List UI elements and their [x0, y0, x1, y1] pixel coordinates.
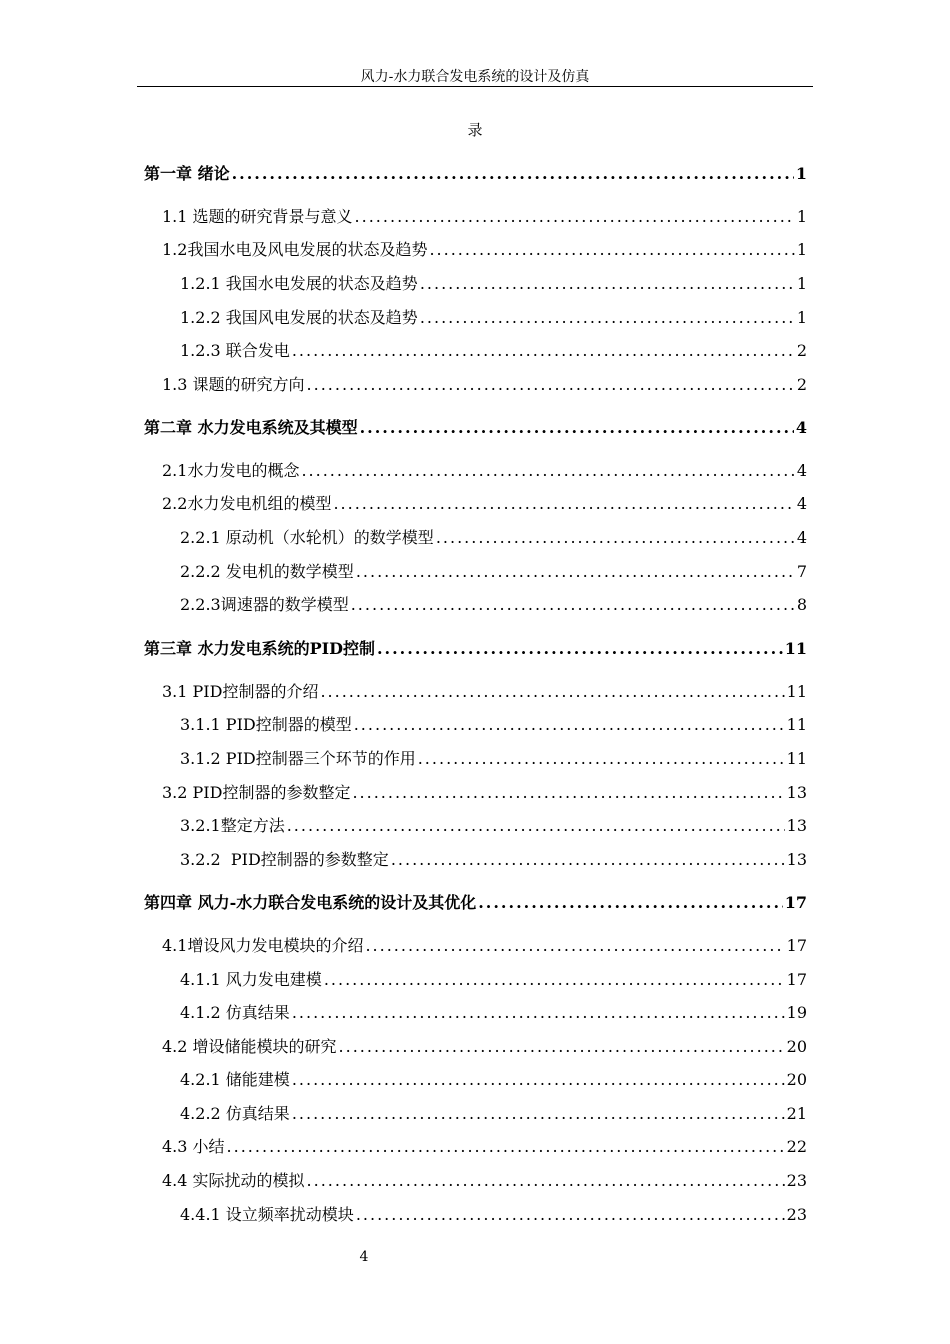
leader-dots: [418, 306, 795, 330]
toc-entry-page: 13: [786, 783, 807, 802]
toc-entry-page: 20: [786, 1070, 807, 1089]
leader-dots: [290, 1001, 785, 1025]
toc-entry[interactable]: [162, 373, 807, 397]
toc-entry-chapter-2[interactable]: [144, 416, 807, 440]
leader-dots: [305, 1169, 785, 1193]
toc-entry[interactable]: [180, 848, 807, 872]
toc-entry-page: 1: [795, 164, 807, 183]
leader-dots: [418, 272, 795, 296]
toc-entry[interactable]: [162, 781, 807, 805]
toc-title: 录: [467, 121, 483, 139]
toc-entry-text: 3.2 PID控制器的参数整定: [162, 783, 351, 802]
toc-entry-page: 4: [796, 461, 807, 480]
toc-entry[interactable]: [162, 205, 807, 229]
toc-entry[interactable]: [162, 1135, 807, 1159]
toc-entry-text: 2.2.1 原动机（水轮机）的数学模型: [180, 528, 434, 547]
toc-entry-text: 3.1.2 PID控制器三个环节的作用: [180, 749, 416, 768]
leader-dots: [290, 1102, 785, 1126]
toc-entry[interactable]: [180, 814, 807, 838]
toc-entry-text: 1.3 课题的研究方向: [162, 375, 305, 394]
toc-entry-text: 4.1.1 风力发电建模: [180, 970, 322, 989]
toc-entry[interactable]: [162, 459, 807, 483]
toc-entry[interactable]: [162, 934, 807, 958]
toc-entry-page: 19: [786, 1003, 807, 1022]
toc-entry-text: 3.2.1整定方法: [180, 816, 285, 835]
toc-entry-text: 4.2.1 储能建模: [180, 1070, 290, 1089]
toc-entry[interactable]: [180, 339, 807, 363]
leader-dots: [290, 1068, 785, 1092]
toc-entry-text: 3.2.2 PID控制器的参数整定: [180, 850, 389, 869]
toc-entry-page: 21: [786, 1104, 807, 1123]
toc-entry-text: 第二章 水力发电系统及其模型: [144, 418, 358, 437]
toc-entry-page: 7: [796, 562, 807, 581]
toc-entry-text: 1.1 选题的研究背景与意义: [162, 207, 353, 226]
toc-entry[interactable]: [180, 526, 807, 550]
toc-entry-text: 1.2.3 联合发电: [180, 341, 290, 360]
leader-dots: [285, 814, 785, 838]
toc-entry-text: 1.2.1 我国水电发展的状态及趋势: [180, 274, 418, 293]
leader-dots: [354, 560, 795, 584]
toc-entry-page: 17: [784, 893, 807, 912]
leader-dots: [363, 934, 784, 958]
leader-dots: [337, 1035, 785, 1059]
toc-entry-page: 1: [796, 308, 807, 327]
leader-dots: [290, 339, 795, 363]
toc-entry[interactable]: [180, 968, 807, 992]
toc-entry-page: 17: [786, 936, 807, 955]
toc-entry[interactable]: [180, 1001, 807, 1025]
leader-dots: [375, 637, 783, 661]
toc-entry[interactable]: [180, 1203, 807, 1227]
toc-entry-page: 1: [796, 207, 807, 226]
toc-entry-page: 17: [786, 970, 807, 989]
toc-entry-page: 13: [786, 816, 807, 835]
leader-dots: [305, 373, 795, 397]
leader-dots: [416, 747, 785, 771]
toc-entry-text: 2.1水力发电的概念: [162, 461, 300, 480]
toc-entry-page: 11: [786, 682, 807, 701]
toc-entry[interactable]: [180, 272, 807, 296]
leader-dots: [225, 1135, 785, 1159]
toc-entry[interactable]: [180, 593, 807, 617]
toc-entry-page: 13: [786, 850, 807, 869]
toc-entry[interactable]: [180, 747, 807, 771]
leader-dots: [352, 713, 785, 737]
toc-entry-chapter-3[interactable]: [144, 637, 807, 661]
toc-entry-text: 第一章 绪论: [144, 164, 230, 183]
toc-entry-page: 1: [796, 240, 807, 259]
leader-dots: [427, 238, 794, 262]
leader-dots: [389, 848, 785, 872]
toc-entry[interactable]: [180, 713, 807, 737]
toc-entry-chapter-4[interactable]: [144, 891, 807, 915]
leader-dots: [350, 781, 784, 805]
leader-dots: [349, 593, 795, 617]
footer-page-number: 4: [359, 1249, 369, 1265]
toc-entry-page: 23: [786, 1171, 807, 1190]
toc-entry-page: 4: [796, 494, 807, 513]
toc-entry-text: 4.2 增设储能模块的研究: [162, 1037, 337, 1056]
leader-dots: [299, 459, 794, 483]
toc-entry-text: 2.2水力发电机组的模型: [162, 494, 332, 513]
toc-entry-page: 22: [786, 1137, 807, 1156]
toc-entry-text: 2.2.3调速器的数学模型: [180, 595, 349, 614]
leader-dots: [476, 891, 783, 915]
leader-dots: [354, 1203, 785, 1227]
toc-entry-page: 11: [784, 639, 807, 658]
toc-entry[interactable]: [162, 238, 807, 262]
toc-entry[interactable]: [162, 492, 807, 516]
toc-entry-text: 4.1增设风力发电模块的介绍: [162, 936, 364, 955]
leader-dots: [353, 205, 795, 229]
toc-entry[interactable]: [162, 1169, 807, 1193]
toc-entry-chapter-1[interactable]: [144, 162, 807, 186]
toc-entry-text: 第四章 风力-水力联合发电系统的设计及其优化: [144, 893, 477, 912]
toc-entry-text: 4.4 实际扰动的模拟: [162, 1171, 305, 1190]
toc-entry-page: 8: [796, 595, 807, 614]
leader-dots: [331, 492, 794, 516]
toc-entry-text: 1.2.2 我国风电发展的状态及趋势: [180, 308, 418, 327]
toc-entry-page: 1: [796, 274, 807, 293]
leader-dots: [358, 416, 794, 440]
toc-entry-text: 3.1 PID控制器的介绍: [162, 682, 319, 701]
toc-entry-page: 2: [796, 341, 807, 360]
toc-entry[interactable]: [180, 1068, 807, 1092]
toc-entry-page: 4: [796, 528, 807, 547]
toc-entry-text: 4.1.2 仿真结果: [180, 1003, 290, 1022]
toc-entry[interactable]: [162, 1035, 807, 1059]
toc-entry-text: 4.3 小结: [162, 1137, 225, 1156]
leader-dots: [318, 680, 784, 704]
toc-entry-page: 11: [786, 715, 807, 734]
toc-entry-page: 4: [795, 418, 807, 437]
toc-entry-page: 11: [786, 749, 807, 768]
toc-entry-text: 1.2我国水电及风电发展的状态及趋势: [162, 240, 428, 259]
toc-entry-text: 第三章 水力发电系统的PID控制: [144, 639, 375, 658]
toc-entry-text: 4.4.1 设立频率扰动模块: [180, 1205, 354, 1224]
toc-entry-text: 2.2.2 发电机的数学模型: [180, 562, 354, 581]
toc-entry[interactable]: [162, 680, 807, 704]
toc-entry[interactable]: [180, 560, 807, 584]
toc-entry-page: 20: [786, 1037, 807, 1056]
toc-entry-page: 23: [786, 1205, 807, 1224]
leader-dots: [434, 526, 795, 550]
page-header-title: 风力-水力联合发电系统的设计及仿真: [360, 69, 590, 85]
toc-entry-text: 3.1.1 PID控制器的模型: [180, 715, 352, 734]
toc-entry[interactable]: [180, 306, 807, 330]
toc-entry-text: 4.2.2 仿真结果: [180, 1104, 290, 1123]
toc-entry[interactable]: [180, 1102, 807, 1126]
leader-dots: [230, 162, 794, 186]
toc-entry-page: 2: [796, 375, 807, 394]
leader-dots: [322, 968, 785, 992]
